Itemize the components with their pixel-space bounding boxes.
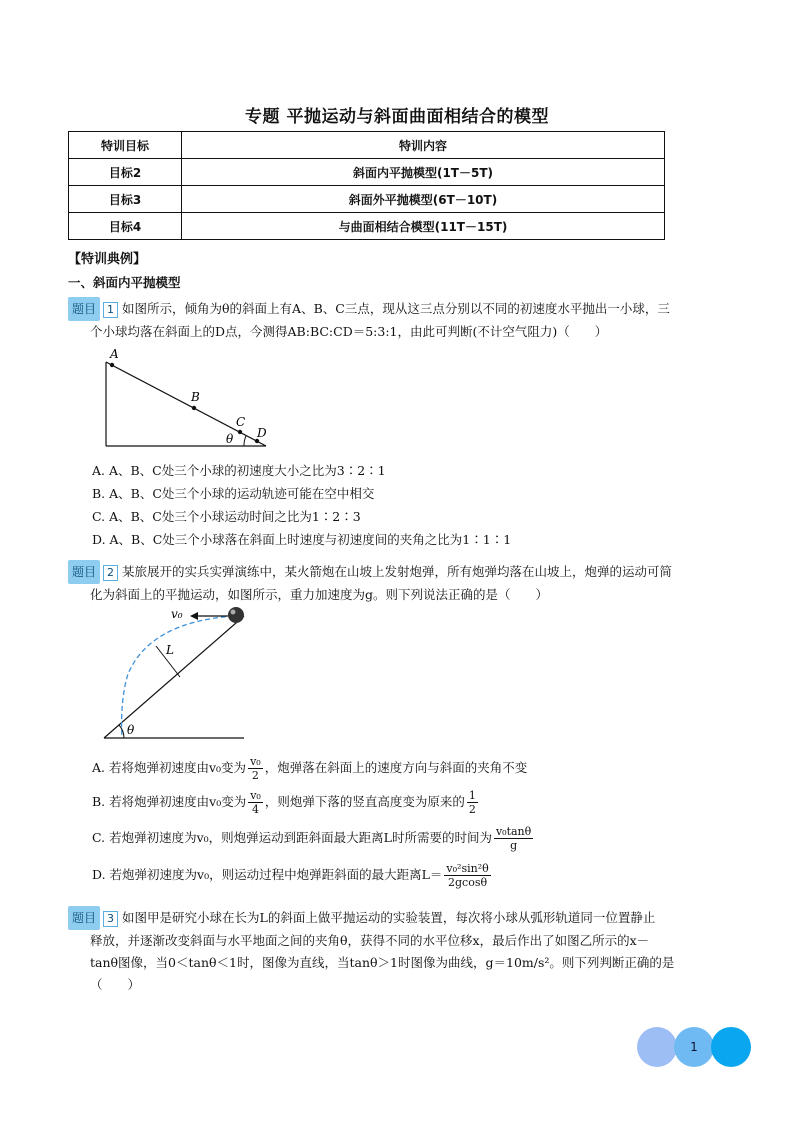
fraction	[467, 789, 478, 816]
question-text: 如图所示，倾角为θ的斜面上有A、B、C三点，现从这三点分别以不同的初速度水平抛出一小球，三	[122, 301, 670, 316]
fraction-denominator: 2gcosθ	[448, 876, 488, 889]
table-cell: 目标4	[69, 213, 182, 240]
theta-label: θ	[226, 432, 234, 446]
fraction-denominator: 4	[252, 803, 260, 816]
decor-circle	[637, 1027, 677, 1067]
theta-label: θ	[127, 723, 135, 737]
subsection-heading: 一、斜面内平抛模型	[68, 275, 181, 290]
table-cell: 与曲面相结合模型(11T－15T)	[182, 213, 665, 240]
point-d-label: D	[257, 426, 267, 440]
option-d: D. A、B、C处三个小球落在斜面上时速度与初速度间的夹角之比为1∶1∶1	[92, 532, 512, 547]
table-cell: 斜面外平抛模型(6T－10T)	[182, 186, 665, 213]
question-text: 化为斜面上的平抛运动，如图所示，重力加速度为g。则下列说法正确的是（ ）	[90, 587, 549, 602]
fraction-denominator: 2	[468, 803, 476, 816]
question-number: 2	[103, 565, 118, 581]
option-d	[92, 862, 732, 889]
option-b	[92, 789, 732, 816]
question-tag: 题目	[68, 906, 100, 930]
option-text: A. 若将炮弹初速度由v₀变为	[92, 760, 247, 775]
question-text: 某旅展开的实兵实弹演练中，某火箭炮在山坡上发射炮弹，所有炮弹均落在山坡上，炮弹的运动可简	[122, 564, 673, 579]
table-header-cell: 特训目标	[69, 132, 182, 159]
option-text: D. 若炮弹初速度为v₀，则运动过程中炮弹距斜面的最大距离L＝	[92, 867, 443, 882]
option-text: ，炮弹落在斜面上的速度方向与斜面的夹角不变	[264, 760, 528, 775]
fraction-numerator: v₀²sin²θ	[446, 862, 489, 875]
option-text: C. 若炮弹初速度为v₀，则炮弹运动到距斜面最大距离L时所需要的时间为	[92, 830, 492, 845]
fraction-numerator: v₀	[250, 789, 261, 802]
fraction	[248, 789, 263, 816]
l-label: L	[166, 643, 174, 657]
section-heading: 【特训典例】	[68, 252, 147, 267]
option-a: A. A、B、C处三个小球的初速度大小之比为3∶2∶1	[92, 463, 386, 478]
question-text: tanθ图像，当0＜tanθ＜1时，图像为直线，当tanθ＞1时图像为曲线，g＝10m/s²。则下列判断正确的是	[90, 955, 675, 970]
fraction	[444, 862, 490, 889]
page-indicator	[637, 1027, 751, 1067]
question-text: 个小球均落在斜面上的D点，今测得AB:BC:CD＝5:3:1，由此可判断(不计空气阻力)（ ）	[90, 324, 608, 339]
question-text: （ ）	[90, 977, 141, 992]
question-tag: 题目	[68, 560, 100, 584]
question-text: 如图甲是研究小球在长为L的斜面上做平抛运动的实验装置，每次将小球从弧形轨道同一位置静止	[122, 910, 656, 925]
question-3	[68, 906, 732, 996]
point-b-label: B	[191, 390, 200, 404]
question-number: 1	[103, 302, 118, 318]
question-text: 释放，并逐渐改变斜面与水平地面之间的夹角θ，获得不同的水平位移x，最后作出了如图乙所示的x－	[90, 933, 650, 948]
v0-label: v₀	[171, 607, 183, 621]
point-a-label: A	[110, 347, 119, 361]
page-title: 专题 平抛运动与斜面曲面相结合的模型	[245, 107, 549, 127]
fraction-numerator: 1	[468, 789, 476, 802]
fraction-numerator: v₀	[250, 755, 261, 768]
table-cell: 目标2	[69, 159, 182, 186]
option-text: B. 若将炮弹初速度由v₀变为	[92, 794, 247, 809]
option-text: ，则炮弹下落的竖直高度变为原来的	[264, 794, 465, 809]
decor-circle	[711, 1027, 751, 1067]
option-c: C. A、B、C处三个小球运动时间之比为1∶2∶3	[92, 509, 361, 524]
fraction-numerator: v₀tanθ	[495, 825, 532, 838]
option-b: B. A、B、C处三个小球的运动轨迹可能在空中相交	[92, 486, 375, 501]
table-cell: 斜面内平抛模型(1T－5T)	[182, 159, 665, 186]
fraction	[494, 825, 533, 852]
fraction-denominator: 2	[251, 769, 259, 782]
question-number: 3	[103, 911, 118, 927]
table-cell: 目标3	[69, 186, 182, 213]
point-c-label: C	[236, 415, 246, 429]
question-tag: 题目	[68, 297, 100, 321]
table-header-cell: 特训内容	[182, 132, 665, 159]
option-c	[92, 825, 732, 852]
fraction	[248, 755, 263, 782]
fraction-denominator: g	[510, 839, 518, 852]
page-number: 1	[690, 1040, 698, 1054]
option-a	[92, 755, 732, 782]
